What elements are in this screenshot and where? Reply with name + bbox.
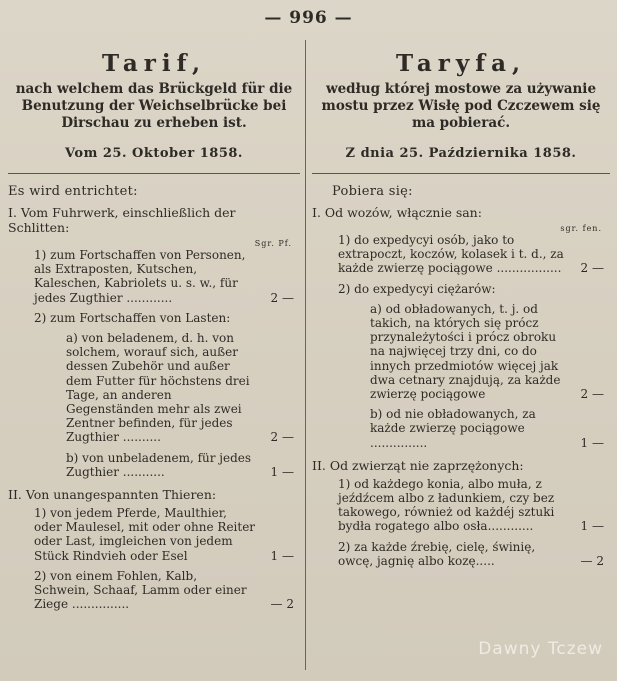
polish-item-2b-text: b) od nie obładowanych, za każde zwierzę pociągowe ............... (370, 407, 536, 450)
page-number: — 996 — (264, 8, 353, 28)
polish-item-ii-2 (338, 540, 610, 568)
german-item-ii-1 (34, 506, 300, 563)
german-intro: Es wird entrichtet: (8, 184, 138, 199)
german-item-1-text: 1) zum Fortschaffen von Personen, als Extraposten, Kutschen, Kaleschen, Kabriolets u. s. w., für jedes Zugthier ............ (34, 248, 246, 305)
german-date: Vom 25. Oktober 1858. (65, 146, 243, 161)
polish-item-ii-1-amount: 1 — (580, 519, 604, 534)
watermark: Dawny Tczew (478, 639, 603, 659)
german-item-1 (34, 248, 300, 305)
german-item-1-amount: 2 — (270, 290, 294, 305)
german-item-ii-2-text: 2) von einem Fohlen, Kalb, Schwein, Schaaf, Lamm oder einer Ziege ............... (34, 568, 247, 612)
polish-item-2 (338, 282, 610, 296)
german-units: Sgr. Pf. (254, 239, 292, 248)
polish-title: Taryfa, (395, 50, 527, 77)
polish-section-2: II. Od zwierząt nie zaprzężonych: (312, 457, 524, 473)
german-subtitle: nach welchem das Brückgeld für die Benutzung der Weichselbrücke bei Dirschau zu erheben ist. (15, 81, 293, 131)
polish-date: Z dnia 25. Października 1858. (345, 146, 577, 161)
polish-intro: Pobiera się: (332, 184, 413, 199)
german-item-2b-amount: 1 — (270, 464, 294, 479)
polish-item-2b-amount: 1 — (580, 435, 604, 450)
polish-item-1-text: 1) do expedycyi osób, jako to extrapoczt, koczów, kolasek i t. d., za każde zwierzę pociągowe ................. (338, 233, 564, 276)
german-item-2a-amount: 2 — (270, 430, 294, 445)
german-item-2b (66, 451, 300, 479)
german-item-2b-text: b) von unbeladenem, für jedes Zugthier ........... (66, 450, 252, 479)
german-item-2-text: 2) zum Fortschaffen von Lasten: (34, 310, 231, 325)
polish-section-1: I. Od wozów, włącznie san: (312, 205, 482, 220)
german-item-ii-1-text: 1) von jedem Pferde, Maulthier, oder Maulesel, mit oder ohne Reiter oder Last, imgleichen von jedem Stück Rindvieh oder Esel (34, 506, 256, 563)
polish-item-2a-amount: 2 — (580, 387, 604, 402)
german-section-1: I. Vom Fuhrwerk, einschließlich der Schlitten: (8, 205, 236, 235)
polish-item-1 (338, 233, 610, 276)
polish-separator (312, 173, 610, 174)
polish-item-ii-1-text: 1) od każdego konia, albo muła, z jeźdźcem albo z ładunkiem, czy bez takowego, również od każdéj sztuki bydła rogatego albo osła............ (338, 476, 555, 534)
polish-subtitle: według której mostowe za używanie mostu przez Wisłę pod Czczewem się ma pobierać. (321, 81, 601, 131)
german-item-2a (66, 331, 300, 445)
polish-item-1-amount: 2 — (580, 261, 604, 276)
german-title: Tarif, (101, 50, 207, 77)
german-item-ii-2-amount: — 2 (270, 597, 294, 612)
german-separator (8, 173, 300, 174)
polish-item-ii-2-amount: — 2 (580, 553, 604, 568)
polish-item-2-text: 2) do expedycyi ciężarów: (338, 281, 496, 296)
german-column (8, 50, 300, 617)
column-divider (305, 40, 306, 670)
german-item-ii-2 (34, 569, 300, 612)
german-item-ii-1-amount: 1 — (270, 548, 294, 563)
polish-item-2a (370, 302, 610, 401)
german-section-2: II. Von unangespannten Thieren: (8, 487, 217, 503)
polish-item-ii-2-text: 2) za każde źrebię, cielę, świnię, owcę, jagnię albo kozę..... (338, 539, 536, 568)
german-item-2 (34, 311, 300, 325)
polish-item-ii-1 (338, 477, 610, 534)
polish-item-2a-text: a) od obładowanych, t. j. od takich, na których się prócz przynależytości i prócz obroku na najwięcej trzy dni, co do innych przedmiotów więcej jak dwa cetnary znajdują, za każde zwierzę pociągowe (370, 301, 561, 402)
polish-item-2b (370, 407, 610, 450)
german-item-2a-text: a) von beladenem, d. h. von solchem, worauf sich, außer dessen Zubehör und außer dem Futter für höchstens drei Tage, an anderen Gegenständen mehr als zwei Zentner befinden, für jedes Zugthier .......... (66, 331, 250, 445)
polish-units: sgr. fen. (560, 224, 602, 233)
polish-column (312, 50, 610, 574)
